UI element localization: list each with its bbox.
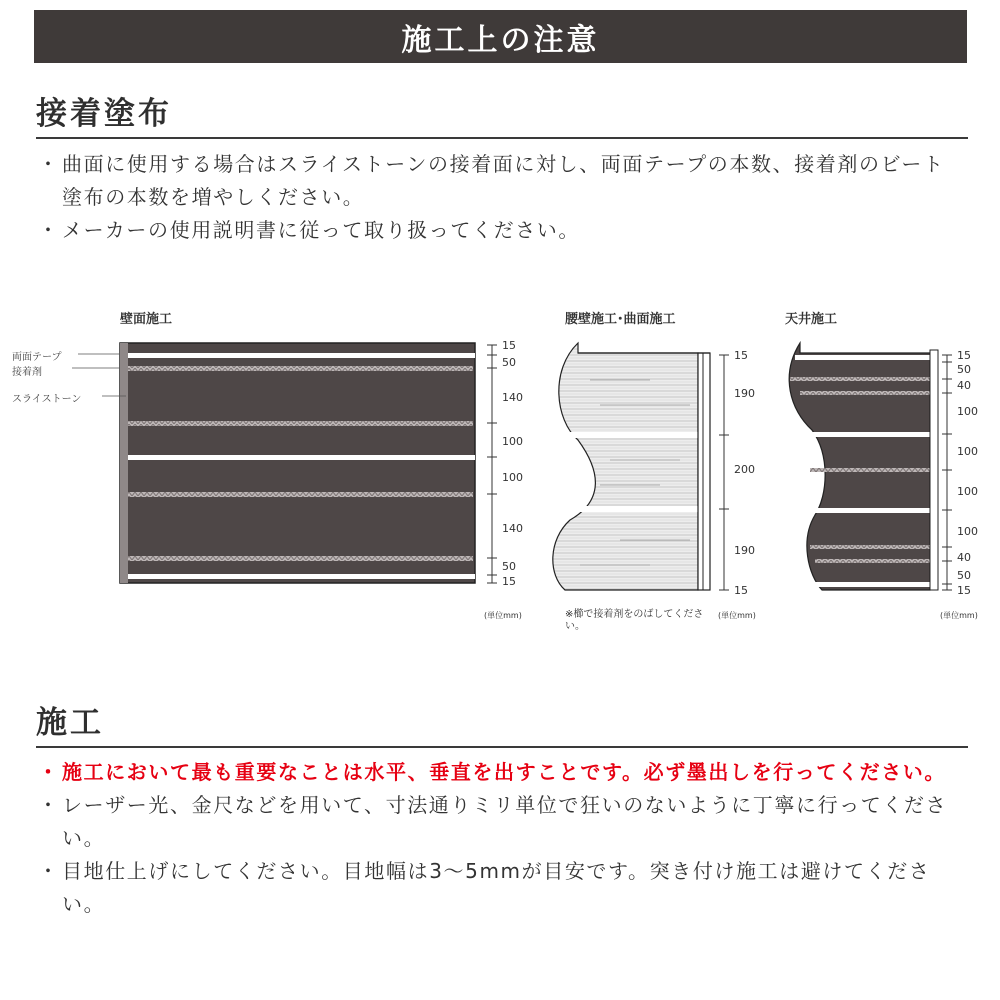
- list-item: ・ メーカーの使用説明書に従って取り扱ってください。: [38, 218, 580, 242]
- list-item: ・ 目地仕上げにしてください。目地幅は3〜5mmが目安です。突き付け施工は避けてください。: [38, 859, 931, 916]
- banner-title: 施工上の注意: [401, 22, 600, 58]
- dim-label: 100: [502, 471, 523, 484]
- dim-label: 190: [734, 387, 755, 400]
- dim-label: 140: [502, 522, 523, 535]
- ceiling-figure-title: 天井施工: [785, 312, 838, 327]
- dim-label: 15: [502, 575, 516, 588]
- wall-unit: (単位mm): [484, 611, 522, 620]
- ceiling-unit: (単位mm): [940, 611, 978, 620]
- label-slice-stone: スライストーン: [12, 394, 82, 405]
- curve-unit: (単位mm): [718, 611, 756, 620]
- section-title-construction: 施工: [36, 705, 104, 741]
- dim-label: 100: [502, 435, 523, 448]
- dim-label: 50: [957, 363, 971, 376]
- list-item: ・ 施工において最も重要なことは水平、垂直を出すことです。必ず墨出しを行ってください。: [38, 760, 946, 784]
- dim-label: 40: [957, 379, 971, 392]
- dim-label: 100: [957, 485, 978, 498]
- dim-label: 100: [957, 525, 978, 538]
- wall-figure-title: 壁面施工: [120, 312, 173, 327]
- list-item: ・ レーザー光、金尺などを用いて、寸法通りミリ単位で狂いのないように丁寧に行ってください。: [38, 793, 948, 850]
- dim-label: 140: [502, 391, 523, 404]
- dim-label: 50: [502, 560, 516, 573]
- dim-label: 40: [957, 551, 971, 564]
- section-divider: [36, 746, 968, 748]
- comb-note: ※櫛で接着剤をのばしてください。: [565, 609, 704, 632]
- dim-label: 15: [734, 584, 748, 597]
- ceiling-diagram: [789, 343, 952, 590]
- dim-label: 190: [734, 544, 755, 557]
- wall-diagram: [72, 343, 497, 583]
- dim-label: 50: [502, 356, 516, 369]
- curve-diagram: [553, 343, 729, 590]
- dim-label: 50: [957, 569, 971, 582]
- curve-figure-title: 腰壁施工･曲面施工: [565, 312, 676, 327]
- dim-label: 200: [734, 463, 755, 476]
- dim-label: 15: [957, 349, 971, 362]
- construction-bullet-list: [38, 756, 958, 921]
- dim-label: 15: [502, 339, 516, 352]
- label-double-sided-tape: 両面テープ: [12, 352, 62, 363]
- label-adhesive: 接着剤: [12, 367, 42, 378]
- list-item: ・ 曲面に使用する場合はスライストーンの接着面に対し、両面テープの本数、接着剤のビート塗布の本数を増やしください。: [38, 152, 945, 209]
- dim-label: 100: [957, 445, 978, 458]
- dim-label: 15: [957, 584, 971, 597]
- section-title-adhesive: 接着塗布: [36, 96, 172, 132]
- dim-label: 15: [734, 349, 748, 362]
- dim-label: 100: [957, 405, 978, 418]
